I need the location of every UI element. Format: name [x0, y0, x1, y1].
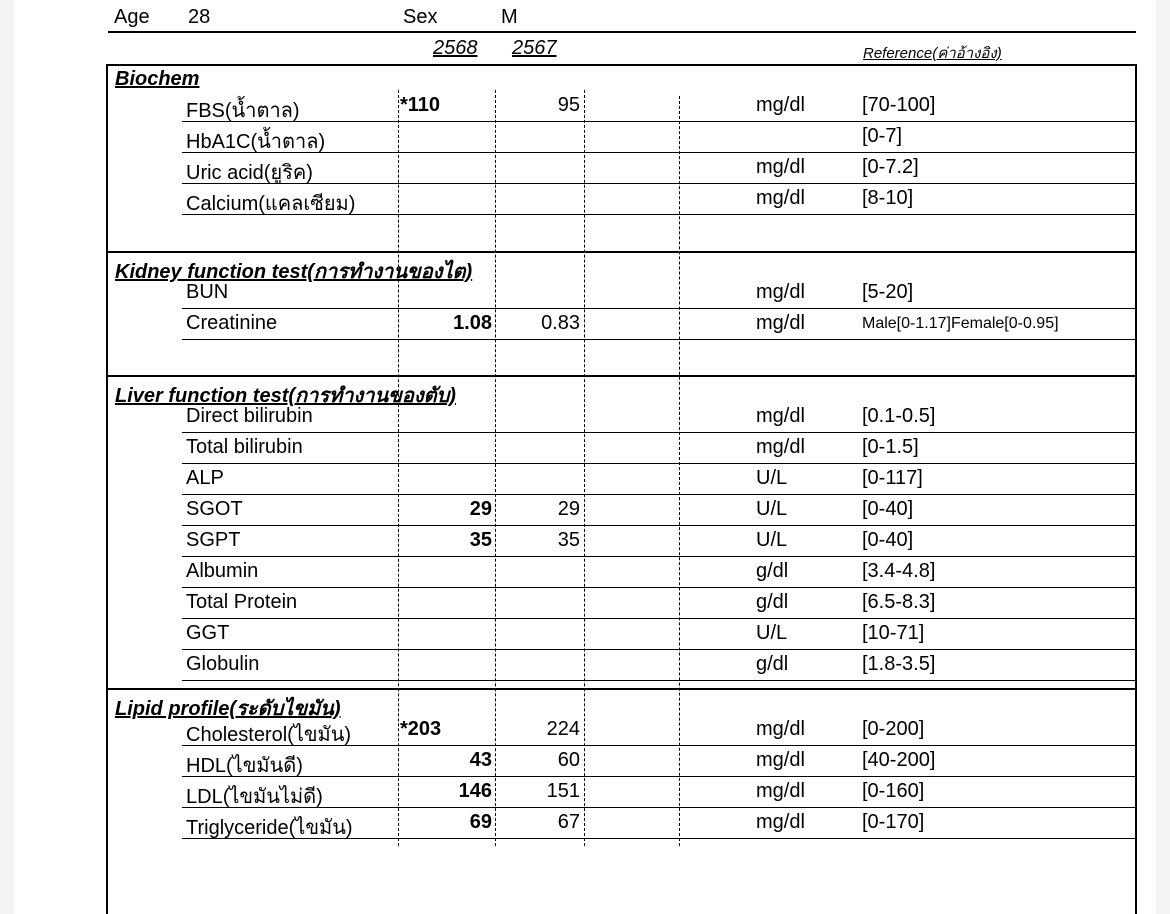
- test-name: Calcium(แคลเซียม): [186, 193, 356, 215]
- reference-range: [0-200]: [862, 718, 925, 740]
- row-rule: [182, 649, 1135, 650]
- reference-range: [10-71]: [862, 622, 925, 644]
- row-rule: [182, 776, 1135, 777]
- reference-range: [0-160]: [862, 780, 925, 802]
- year-current-header: 2568: [433, 37, 478, 59]
- value-current: 43: [469, 749, 492, 771]
- age-value: 28: [188, 6, 211, 28]
- test-name: HDL(ไขมันดี): [186, 755, 303, 777]
- unit: mg/dl: [756, 187, 805, 209]
- test-name: ALP: [186, 467, 224, 489]
- row-rule: [182, 494, 1135, 495]
- value-previous: 224: [546, 718, 580, 740]
- table-border-right: [1135, 64, 1137, 914]
- reference-range: [6.5-8.3]: [862, 591, 936, 613]
- reference-header: Reference(ค่าอ้างอิง): [863, 45, 1002, 62]
- test-name: Cholesterol(ไขมัน): [186, 724, 352, 746]
- value-current: 1.08: [453, 312, 492, 334]
- test-name: SGPT: [186, 529, 241, 551]
- row-rule: [182, 183, 1135, 184]
- value-previous: 35: [557, 529, 580, 551]
- reference-range: [70-100]: [862, 94, 936, 116]
- test-name: Triglyceride(ไขมัน): [186, 817, 353, 839]
- test-name: GGT: [186, 622, 230, 644]
- col-sep-current: [495, 90, 496, 846]
- row-rule: [182, 556, 1135, 557]
- reference-range: [0-1.5]: [862, 436, 919, 458]
- unit: mg/dl: [756, 436, 805, 458]
- value-previous: 151: [546, 780, 580, 802]
- test-name: Total Protein: [186, 591, 298, 613]
- row-rule: [182, 152, 1135, 153]
- section-title: Kidney function test(การทำงานของไต): [115, 261, 473, 283]
- unit: g/dl: [756, 653, 789, 675]
- section-title: Lipid profile(ระดับไขมัน): [115, 698, 341, 720]
- section-top-rule: [106, 375, 1137, 377]
- unit: g/dl: [756, 591, 789, 613]
- test-name: FBS(น้ำตาล): [186, 100, 300, 122]
- test-name: Uric acid(ยูริค): [186, 162, 313, 184]
- test-name: BUN: [186, 281, 229, 303]
- test-name: HbA1C(น้ำตาล): [186, 131, 326, 153]
- year-previous-header: 2567: [512, 37, 557, 59]
- row-rule: [182, 308, 1135, 309]
- unit: mg/dl: [756, 281, 805, 303]
- row-rule: [182, 680, 1135, 681]
- test-name: Total bilirubin: [186, 436, 303, 458]
- test-name: Albumin: [186, 560, 259, 582]
- col-sep-spare: [679, 96, 680, 846]
- value-previous: 67: [557, 811, 580, 833]
- unit: mg/dl: [756, 94, 805, 116]
- unit: mg/dl: [756, 405, 805, 427]
- col-sep-name: [398, 90, 399, 846]
- test-name: Globulin: [186, 653, 260, 675]
- test-name: LDL(ไขมันไม่ดี): [186, 786, 323, 808]
- test-name: Creatinine: [186, 312, 278, 334]
- row-rule: [182, 432, 1135, 433]
- reference-range: [0-40]: [862, 529, 914, 551]
- value-previous: 60: [557, 749, 580, 771]
- value-previous: 0.83: [541, 312, 580, 334]
- reference-range: [0-170]: [862, 811, 925, 833]
- header-rule: [108, 31, 1136, 33]
- unit: g/dl: [756, 560, 789, 582]
- unit: mg/dl: [756, 718, 805, 740]
- reference-range: [0-40]: [862, 498, 914, 520]
- row-rule: [182, 587, 1135, 588]
- unit: mg/dl: [756, 312, 805, 334]
- section-title: Biochem: [115, 68, 200, 90]
- row-rule: [182, 807, 1135, 808]
- value-current: *110: [400, 94, 441, 116]
- row-rule: [182, 618, 1135, 619]
- reference-range: [0.1-0.5]: [862, 405, 936, 427]
- section-top-rule: [106, 688, 1137, 690]
- lab-report-page: [14, 0, 1156, 914]
- reference-range: [8-10]: [862, 187, 914, 209]
- reference-range: [0-7.2]: [862, 156, 919, 178]
- reference-range: [1.8-3.5]: [862, 653, 936, 675]
- row-rule: [182, 214, 1135, 215]
- table-border-left: [106, 64, 108, 914]
- reference-range: [0-117]: [862, 467, 923, 489]
- row-rule: [182, 463, 1135, 464]
- unit: mg/dl: [756, 156, 805, 178]
- reference-range: Male[0-1.17]Female[0-0.95]: [862, 315, 1059, 332]
- section-title: Liver function test(การทำงานของตับ): [115, 385, 456, 407]
- sex-label: Sex: [403, 6, 438, 28]
- unit: U/L: [756, 498, 788, 520]
- row-rule: [182, 838, 1135, 839]
- section-top-rule: [106, 251, 1137, 253]
- unit: mg/dl: [756, 780, 805, 802]
- unit: mg/dl: [756, 749, 805, 771]
- unit: U/L: [756, 622, 788, 644]
- value-current: *203: [400, 718, 442, 740]
- value-current: 69: [469, 811, 492, 833]
- value-current: 146: [458, 780, 492, 802]
- unit: U/L: [756, 467, 788, 489]
- section-top-rule: [106, 64, 1137, 66]
- row-rule: [182, 339, 1135, 340]
- reference-range: [5-20]: [862, 281, 914, 303]
- reference-range: [3.4-4.8]: [862, 560, 936, 582]
- sex-value: M: [501, 6, 518, 28]
- reference-range: [40-200]: [862, 749, 936, 771]
- value-previous: 29: [557, 498, 580, 520]
- row-rule: [182, 121, 1135, 122]
- test-name: SGOT: [186, 498, 243, 520]
- unit: mg/dl: [756, 811, 805, 833]
- value-previous: 95: [557, 94, 580, 116]
- col-sep-previous: [584, 90, 585, 846]
- test-name: Direct bilirubin: [186, 405, 313, 427]
- reference-range: [0-7]: [862, 125, 903, 147]
- age-label: Age: [114, 6, 150, 28]
- value-current: 35: [469, 529, 492, 551]
- row-rule: [182, 525, 1135, 526]
- row-rule: [182, 745, 1135, 746]
- value-current: 29: [469, 498, 492, 520]
- unit: U/L: [756, 529, 788, 551]
